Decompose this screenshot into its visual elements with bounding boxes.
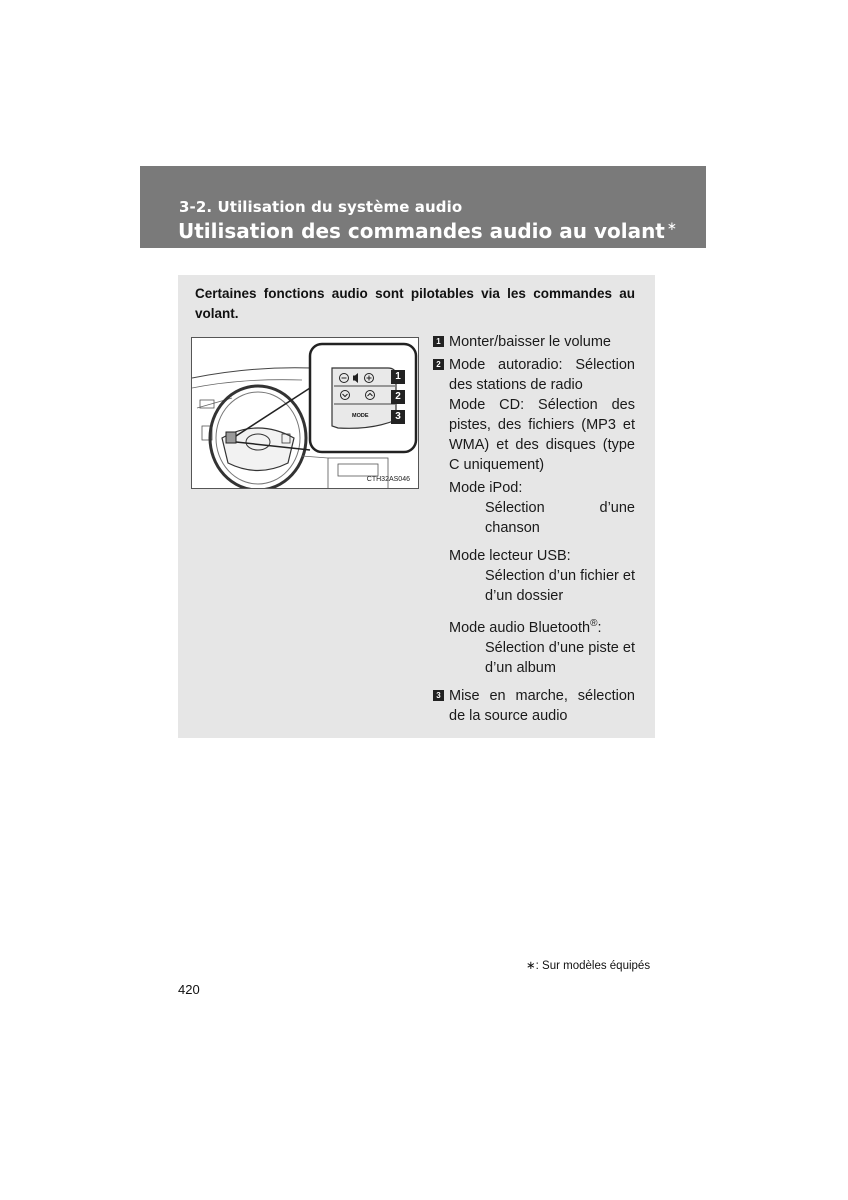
item-number: 3 [433, 690, 444, 701]
footnote: ∗: Sur modèles équipés [526, 960, 651, 972]
usb-mode-text: Sélection d’un fichier et d’un dossier [485, 568, 635, 604]
bluetooth-label-colon: : [597, 619, 602, 636]
steering-wheel-illustration [192, 338, 419, 489]
bluetooth-mode-label [449, 614, 635, 638]
equipped-mark: ∗ [666, 219, 677, 233]
cd-mode-text: Mode CD: Sélection des pistes, des fichiers (MP3 et WMA) et des disques (type C uniquement) [449, 397, 635, 473]
bluetooth-label-text: Mode audio Bluetooth [449, 619, 591, 636]
figure-callout-2: 2 [391, 390, 405, 404]
section-label: 3-2. Utilisation du système audio [179, 198, 463, 216]
item-text: Monter/baisser le volume [449, 334, 611, 350]
ipod-mode-label: Mode iPod: [449, 480, 523, 496]
page-title-text: Utilisation des commandes audio au volant [178, 219, 665, 243]
ipod-mode-text: Sélection d’une chanson [485, 500, 635, 536]
list-item-power-source [433, 686, 635, 726]
item-text: Mise en marche, sélection de la source audio [449, 687, 635, 724]
radio-mode-text: Mode autoradio: Sélection des stations de radio [449, 357, 635, 393]
mode-button-label: MODE [352, 413, 369, 419]
header-band [140, 166, 706, 248]
item-number: 1 [433, 336, 444, 347]
figure-code: CTH32AS046 [366, 476, 410, 483]
page-number: 420 [178, 982, 200, 997]
intro-text: Certaines fonctions audio sont pilotables via les commandes au volant. [195, 286, 635, 321]
page-title [178, 219, 677, 243]
figure-callout-1: 1 [391, 370, 405, 384]
function-list [433, 332, 635, 726]
figure-callout-3: 3 [391, 410, 405, 424]
bluetooth-mode-text: Sélection d’une piste et d’un album [485, 639, 635, 676]
usb-mode-label: Mode lecteur USB: [449, 548, 571, 564]
steering-wheel-figure [191, 337, 419, 489]
list-item-source-modes [433, 355, 635, 678]
registered-mark: ® [590, 618, 598, 629]
content-box [178, 275, 655, 738]
list-item-volume [433, 332, 635, 352]
item-number: 2 [433, 359, 444, 370]
